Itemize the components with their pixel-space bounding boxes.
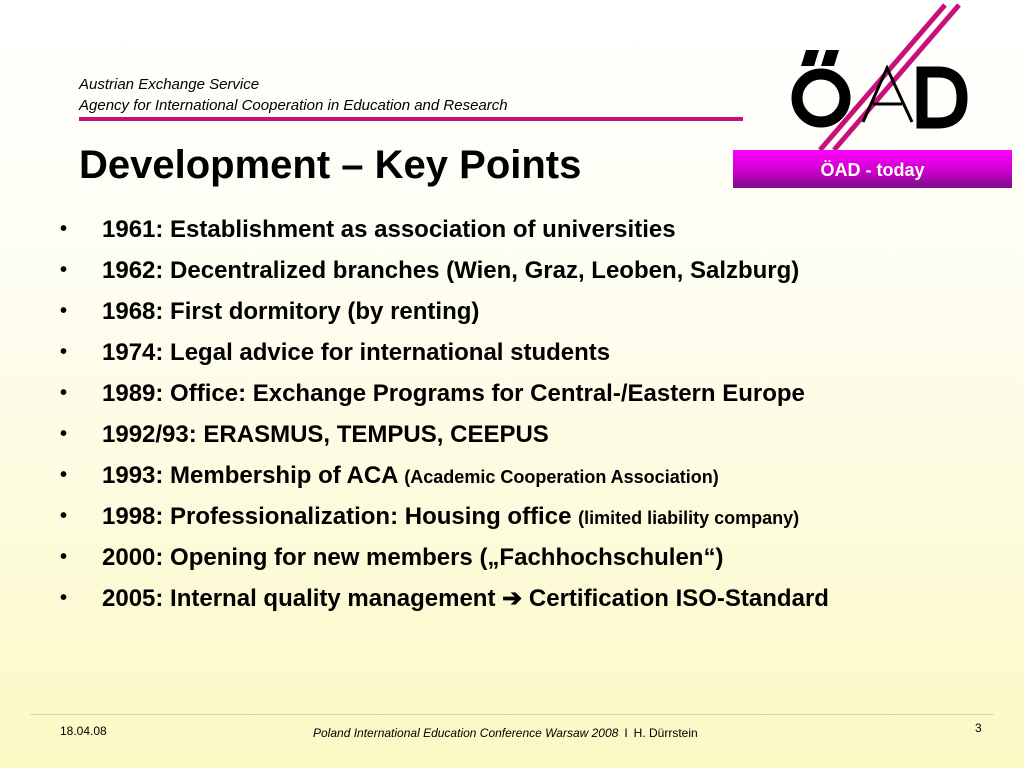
list-item [60, 373, 829, 414]
bullet-marker: • [60, 587, 68, 609]
bullet-marker: • [60, 341, 68, 363]
list-item [60, 455, 829, 496]
header-divider [79, 117, 743, 121]
bullet-text: 1998: Professionalization: Housing office [102, 503, 572, 530]
logo-letter-o [797, 50, 845, 122]
bullet-marker: • [60, 382, 68, 404]
bullet-text: 2000: Opening for new members („Fachhochschulen“) [102, 544, 724, 571]
bullet-note: (Academic Cooperation Association) [404, 467, 719, 487]
list-item [60, 250, 829, 291]
oead-logo [790, 0, 980, 150]
footer-date: 18.04.08 [60, 724, 107, 738]
footer-separator: I [624, 726, 628, 740]
bullet-text: 1968: First dormitory (by renting) [102, 298, 480, 325]
footer-author: H. Dürrstein [633, 726, 698, 740]
list-item [60, 496, 829, 537]
bullet-text: 1993: Membership of ACA [102, 462, 398, 489]
organization-name [79, 74, 508, 116]
bullet-marker: • [60, 300, 68, 322]
footer-conference-info [313, 726, 698, 740]
bullet-text: 2005: Internal quality management ➔ Certification ISO-Standard [102, 585, 829, 612]
bullet-marker: • [60, 505, 68, 527]
list-item [60, 209, 829, 250]
bullet-marker: • [60, 464, 68, 486]
logo-letter-d [922, 72, 962, 123]
bullet-marker: • [60, 423, 68, 445]
bullet-text: 1961: Establishment as association of universities [102, 216, 676, 243]
org-line-1: Austrian Exchange Service [79, 76, 260, 93]
bullet-marker: • [60, 259, 68, 281]
bullet-text: 1962: Decentralized branches (Wien, Graz, Leoben, Salzburg) [102, 257, 800, 284]
footer-conference: Poland International Education Conference Warsaw 2008 [313, 726, 619, 740]
section-badge: ÖAD - today [733, 150, 1012, 188]
bullet-marker: • [60, 546, 68, 568]
bullet-text: 1989: Office: Exchange Programs for Central-/Eastern Europe [102, 380, 805, 407]
list-item [60, 291, 829, 332]
list-item [60, 537, 829, 578]
bullet-marker: • [60, 218, 68, 240]
list-item [60, 332, 829, 373]
list-item [60, 578, 829, 619]
key-points-list [60, 209, 829, 619]
page-number: 3 [975, 721, 982, 735]
bullet-text: 1974: Legal advice for international students [102, 339, 611, 366]
footer-divider [30, 714, 994, 715]
slide-title: Development – Key Points [79, 143, 582, 187]
list-item [60, 414, 829, 455]
bullet-note: (limited liability company) [578, 508, 800, 528]
bullet-text: 1992/93: ERASMUS, TEMPUS, CEEPUS [102, 421, 549, 448]
org-line-2: Agency for International Cooperation in Education and Research [79, 97, 508, 114]
